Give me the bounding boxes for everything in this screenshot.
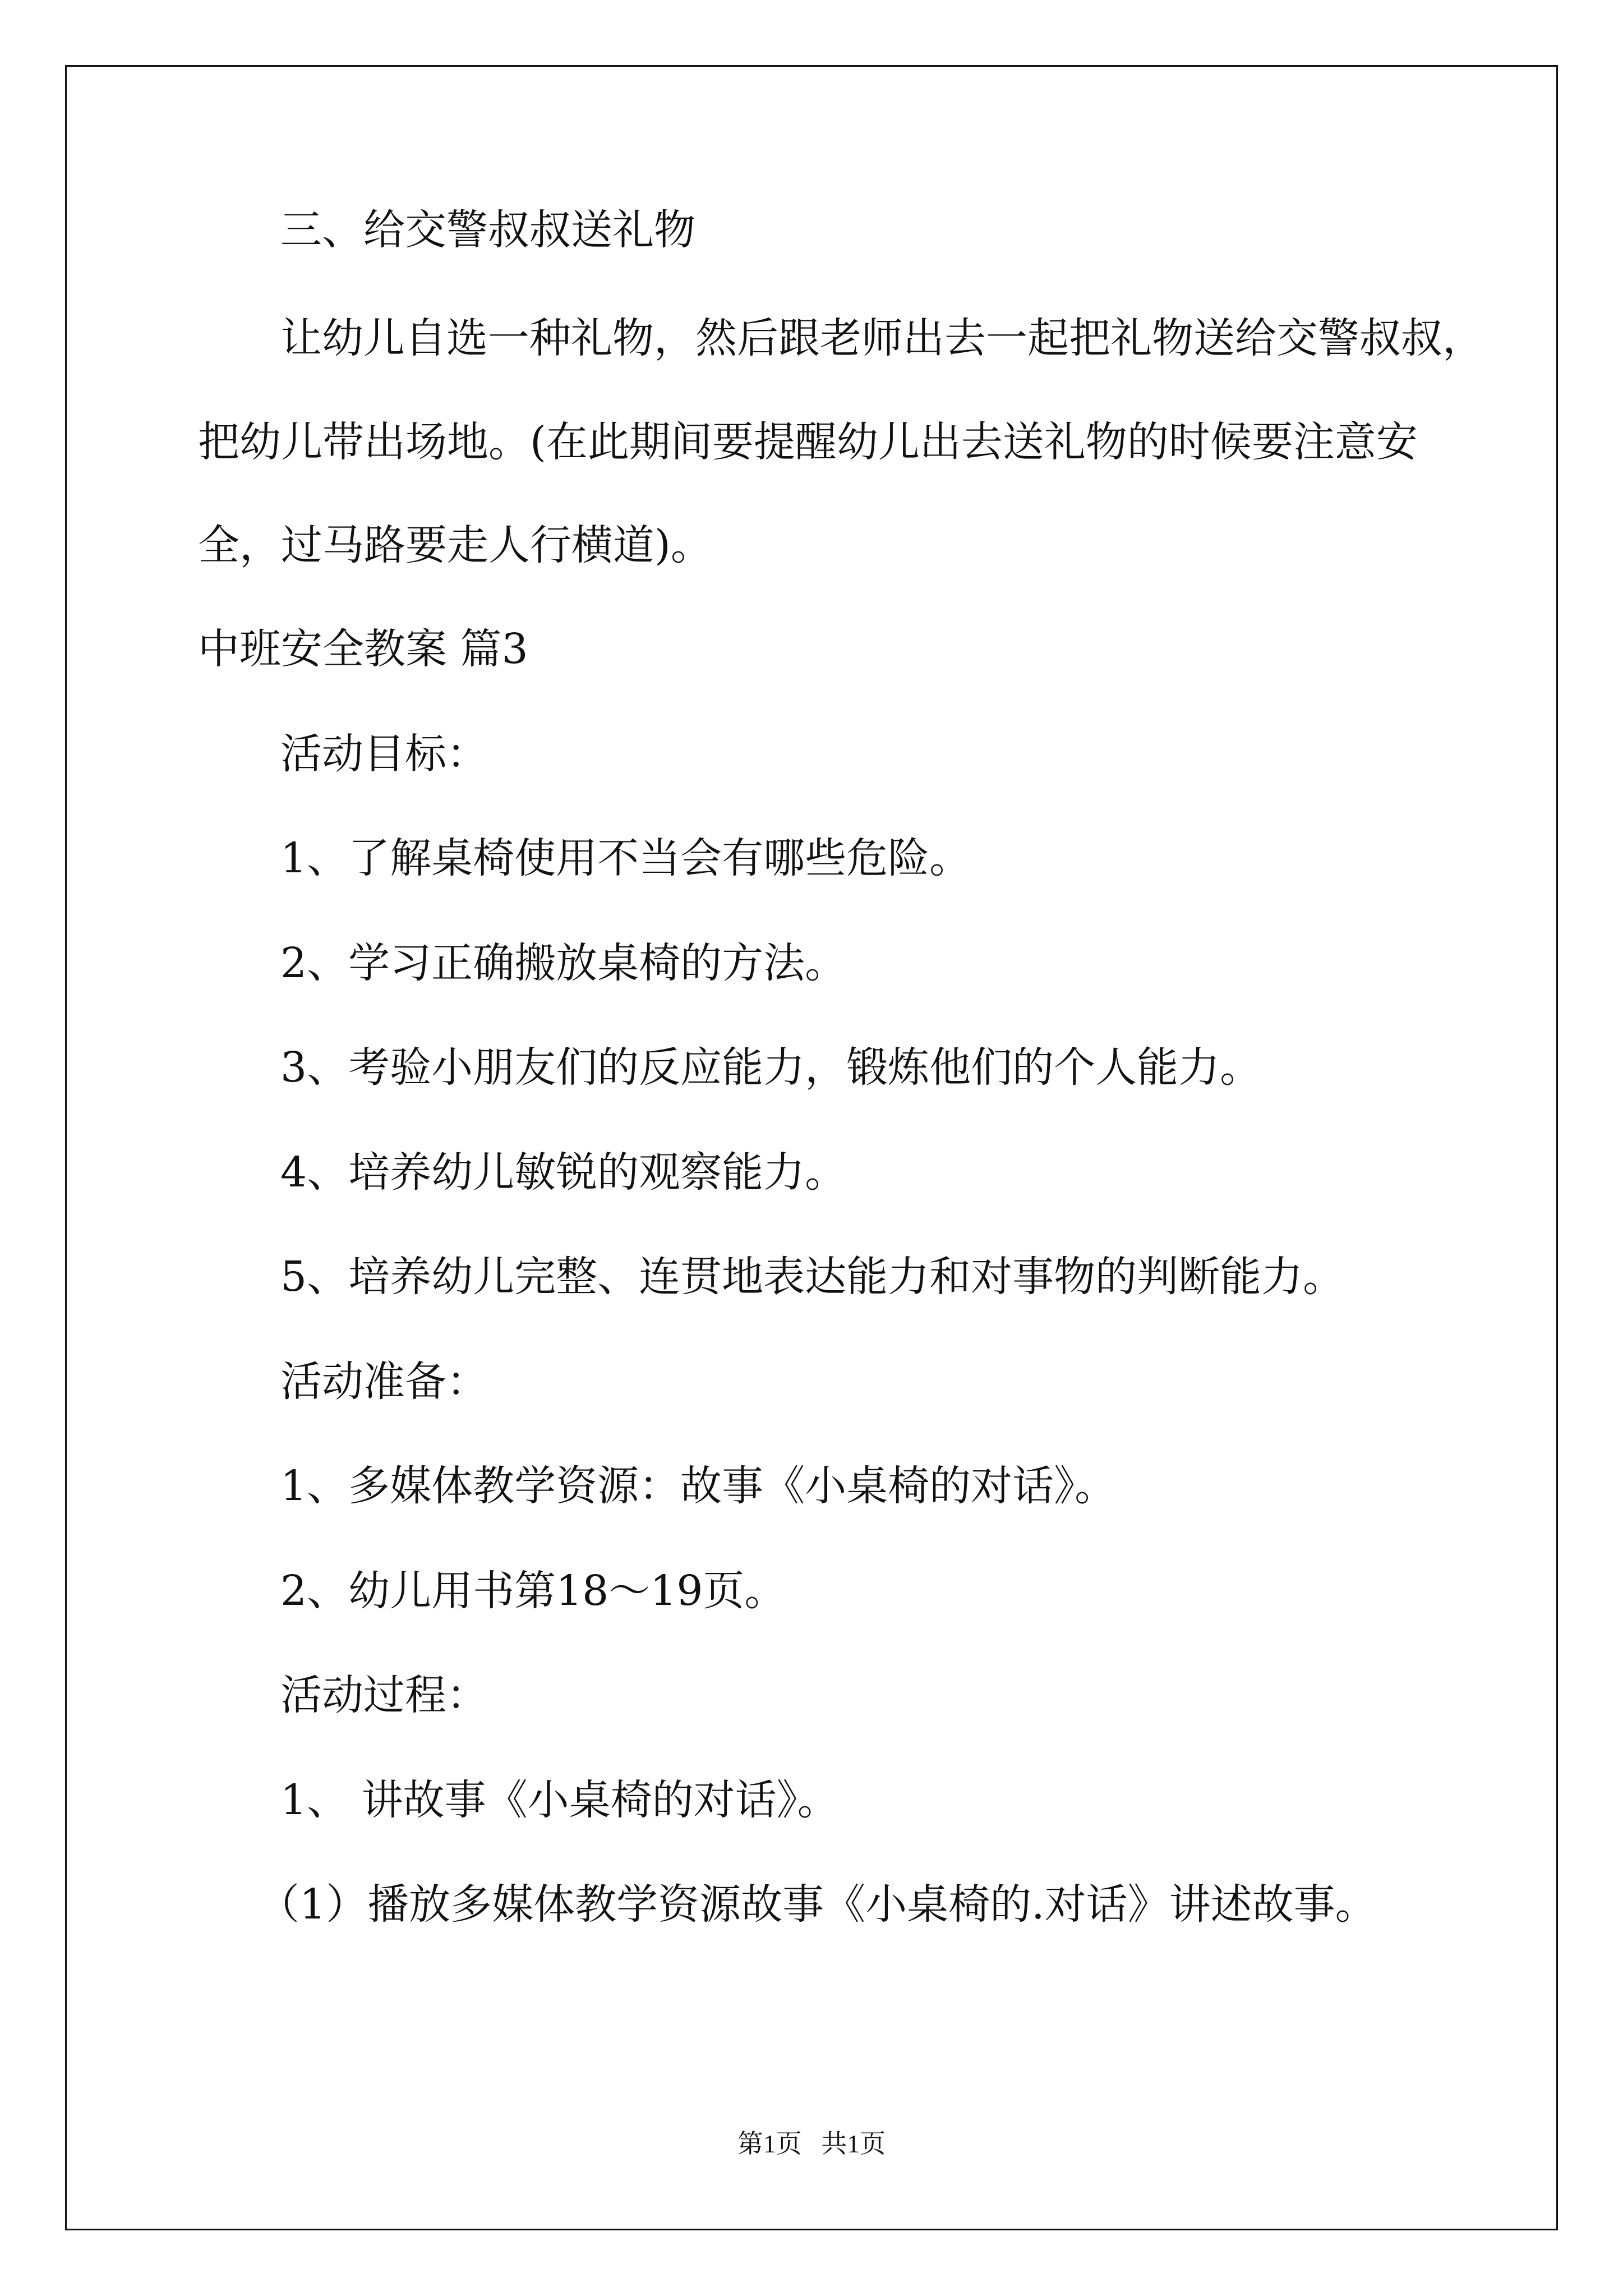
list-item: 3、考验小朋友们的反应能力，锻炼他们的个人能力。 — [280, 1043, 1262, 1092]
section-heading: 活动目标： — [280, 730, 488, 778]
list-item: （1）播放多媒体教学资源故事《小桌椅的.对话》讲述故事。 — [258, 1880, 1377, 1929]
page-footer: 第1页 共1页 — [737, 2129, 886, 2158]
paragraph-line: 全，过马路要走人行横道)。 — [198, 521, 712, 569]
list-item: 1、了解桌椅使用不当会有哪些危险。 — [280, 834, 971, 882]
section-heading: 活动过程： — [280, 1671, 488, 1719]
section-heading: 三、给交警叔叔送礼物 — [280, 206, 695, 254]
paragraph-line: 让幼儿自选一种礼物，然后跟老师出去一起把礼物送给交警叔叔， — [280, 314, 1484, 362]
list-item: 1、多媒体教学资源：故事《小桌椅的对话》。 — [280, 1462, 1117, 1510]
list-item: 2、学习正确搬放桌椅的方法。 — [280, 939, 847, 987]
list-item: 4、培养幼儿敏锐的观察能力。 — [280, 1148, 847, 1197]
list-item: 1、 讲故事《小桌椅的对话》。 — [280, 1776, 839, 1824]
paragraph-line: 把幼儿带出场地。(在此期间要提醒幼儿出去送礼物的时候要注意安 — [198, 418, 1418, 466]
section-heading: 活动准备： — [280, 1358, 488, 1406]
list-item: 5、培养幼儿完整、连贯地表达能力和对事物的判断能力。 — [280, 1253, 1345, 1301]
list-item: 2、幼儿用书第18～19页。 — [280, 1567, 786, 1615]
document-title: 中班安全教案 篇3 — [198, 625, 528, 673]
